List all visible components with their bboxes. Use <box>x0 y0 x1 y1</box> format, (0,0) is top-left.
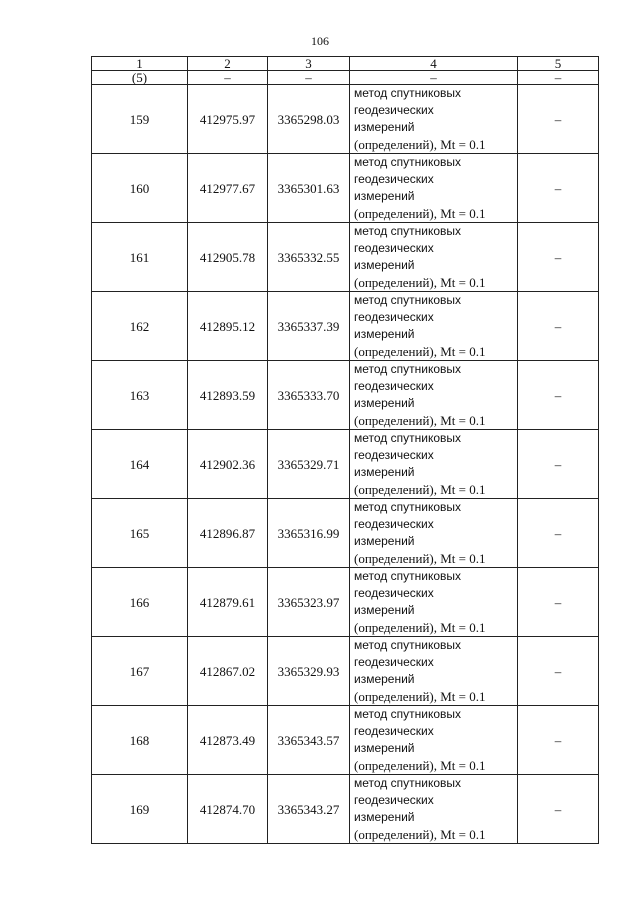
y-coordinate-cell: 3365316.99 <box>268 499 350 568</box>
sub-header-cell: – <box>188 71 268 85</box>
method-line: измерений <box>354 603 415 617</box>
column-number-row <box>92 57 599 71</box>
sub-header-cell: – <box>268 71 350 85</box>
method-line: (определений), Mt = 0.1 <box>354 137 486 152</box>
table-row <box>92 154 599 223</box>
method-line: геодезических <box>354 172 434 186</box>
point-number-cell: 161 <box>92 223 188 292</box>
point-number-cell: 169 <box>92 775 188 844</box>
method-line: (определений), Mt = 0.1 <box>354 344 486 359</box>
x-coordinate-cell: 412975.97 <box>188 85 268 154</box>
page-number: 106 <box>311 34 329 48</box>
method-line: геодезических <box>354 379 434 393</box>
method-line: (определений), Mt = 0.1 <box>354 482 486 497</box>
sub-header-cell: – <box>350 71 518 85</box>
note-cell: – <box>518 706 599 775</box>
method-line: метод спутниковых <box>354 500 462 514</box>
method-cell <box>350 292 518 361</box>
method-line: метод спутниковых <box>354 224 462 238</box>
x-coordinate-cell: 412879.61 <box>188 568 268 637</box>
y-coordinate-cell: 3365301.63 <box>268 154 350 223</box>
column-header: 3 <box>268 57 350 71</box>
method-cell <box>350 223 518 292</box>
method-line: метод спутниковых <box>354 638 462 652</box>
point-number-cell: 168 <box>92 706 188 775</box>
y-coordinate-cell: 3365333.70 <box>268 361 350 430</box>
table-row <box>92 499 599 568</box>
method-line: (определений), Mt = 0.1 <box>354 275 486 290</box>
y-coordinate-cell: 3365329.93 <box>268 637 350 706</box>
method-line: метод спутниковых <box>354 155 462 169</box>
method-line: геодезических <box>354 310 434 324</box>
method-line: измерений <box>354 396 415 410</box>
method-line: измерений <box>354 120 415 134</box>
y-coordinate-cell: 3365298.03 <box>268 85 350 154</box>
coordinates-table <box>91 56 599 844</box>
method-cell <box>350 85 518 154</box>
table-row <box>92 637 599 706</box>
method-line: измерений <box>354 534 415 548</box>
method-line: геодезических <box>354 517 434 531</box>
note-cell: – <box>518 775 599 844</box>
method-line: метод спутниковых <box>354 431 462 445</box>
method-line: метод спутниковых <box>354 86 462 100</box>
method-line: геодезических <box>354 655 434 669</box>
method-line: геодезических <box>354 793 434 807</box>
method-line: метод спутниковых <box>354 293 462 307</box>
method-line: измерений <box>354 189 415 203</box>
column-header: 5 <box>518 57 599 71</box>
table-row <box>92 361 599 430</box>
point-number-cell: 164 <box>92 430 188 499</box>
x-coordinate-cell: 412977.67 <box>188 154 268 223</box>
y-coordinate-cell: 3365332.55 <box>268 223 350 292</box>
note-cell: – <box>518 430 599 499</box>
y-coordinate-cell: 3365343.57 <box>268 706 350 775</box>
y-coordinate-cell: 3365337.39 <box>268 292 350 361</box>
x-coordinate-cell: 412893.59 <box>188 361 268 430</box>
method-line: измерений <box>354 258 415 272</box>
method-cell <box>350 430 518 499</box>
x-coordinate-cell: 412873.49 <box>188 706 268 775</box>
method-line: геодезических <box>354 241 434 255</box>
method-line: измерений <box>354 465 415 479</box>
table-row <box>92 223 599 292</box>
x-coordinate-cell: 412896.87 <box>188 499 268 568</box>
sub-header-cell: (5) <box>92 71 188 85</box>
table-row <box>92 568 599 637</box>
point-number-cell: 167 <box>92 637 188 706</box>
method-cell <box>350 706 518 775</box>
method-line: (определений), Mt = 0.1 <box>354 413 486 428</box>
method-line: (определений), Mt = 0.1 <box>354 689 486 704</box>
method-line: измерений <box>354 672 415 686</box>
note-cell: – <box>518 154 599 223</box>
column-header: 2 <box>188 57 268 71</box>
point-number-cell: 162 <box>92 292 188 361</box>
method-line: измерений <box>354 327 415 341</box>
method-cell <box>350 499 518 568</box>
method-line: (определений), Mt = 0.1 <box>354 551 486 566</box>
y-coordinate-cell: 3365329.71 <box>268 430 350 499</box>
table-row <box>92 706 599 775</box>
method-line: (определений), Mt = 0.1 <box>354 620 486 635</box>
y-coordinate-cell: 3365343.27 <box>268 775 350 844</box>
sub-header-cell: – <box>518 71 599 85</box>
table-row <box>92 292 599 361</box>
method-line: геодезических <box>354 586 434 600</box>
note-cell: – <box>518 637 599 706</box>
method-line: метод спутниковых <box>354 707 462 721</box>
method-line: метод спутниковых <box>354 569 462 583</box>
table-row <box>92 430 599 499</box>
table-row <box>92 85 599 154</box>
sub-header-row <box>92 71 599 85</box>
method-line: измерений <box>354 741 415 755</box>
method-line: геодезических <box>354 103 434 117</box>
x-coordinate-cell: 412867.02 <box>188 637 268 706</box>
method-line: измерений <box>354 810 415 824</box>
table-row <box>92 775 599 844</box>
method-cell <box>350 154 518 223</box>
method-cell <box>350 568 518 637</box>
method-cell <box>350 775 518 844</box>
column-header: 4 <box>350 57 518 71</box>
method-line: (определений), Mt = 0.1 <box>354 206 486 221</box>
point-number-cell: 163 <box>92 361 188 430</box>
y-coordinate-cell: 3365323.97 <box>268 568 350 637</box>
method-line: метод спутниковых <box>354 776 462 790</box>
method-cell <box>350 637 518 706</box>
method-cell <box>350 361 518 430</box>
note-cell: – <box>518 223 599 292</box>
method-line: геодезических <box>354 724 434 738</box>
method-line: геодезических <box>354 448 434 462</box>
point-number-cell: 160 <box>92 154 188 223</box>
x-coordinate-cell: 412895.12 <box>188 292 268 361</box>
note-cell: – <box>518 568 599 637</box>
point-number-cell: 159 <box>92 85 188 154</box>
note-cell: – <box>518 292 599 361</box>
point-number-cell: 165 <box>92 499 188 568</box>
note-cell: – <box>518 361 599 430</box>
point-number-cell: 166 <box>92 568 188 637</box>
x-coordinate-cell: 412905.78 <box>188 223 268 292</box>
x-coordinate-cell: 412902.36 <box>188 430 268 499</box>
method-line: (определений), Mt = 0.1 <box>354 827 486 842</box>
x-coordinate-cell: 412874.70 <box>188 775 268 844</box>
method-line: метод спутниковых <box>354 362 462 376</box>
column-header: 1 <box>92 57 188 71</box>
note-cell: – <box>518 85 599 154</box>
note-cell: – <box>518 499 599 568</box>
table-body <box>92 57 599 844</box>
method-line: (определений), Mt = 0.1 <box>354 758 486 773</box>
